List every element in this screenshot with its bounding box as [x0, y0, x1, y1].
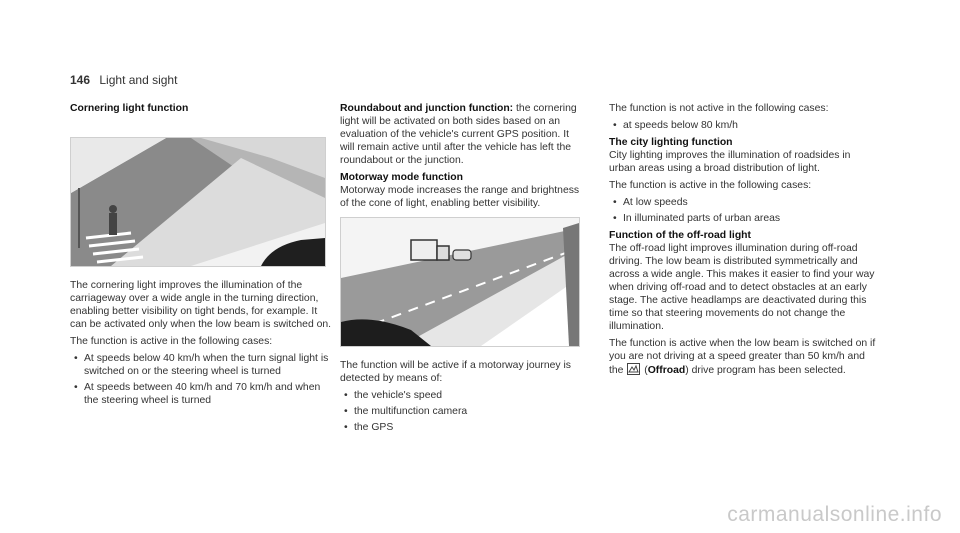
- list-item: • the vehicle's speed: [340, 389, 585, 402]
- city-text: City lighting improves the illumination of roadsides in urban areas using a broad distribution of light.: [609, 150, 851, 174]
- detection-list: [340, 389, 585, 434]
- offroad-heading: Function of the off-road light: [609, 230, 751, 241]
- list-item: • the GPS: [340, 421, 585, 434]
- watermark: carmanualsonline.info: [727, 503, 942, 526]
- motorway-heading: Motorway mode function: [340, 172, 463, 183]
- motorway-text: Motorway mode increases the range and brightness of the cone of light, enabling better visibility.: [340, 185, 580, 209]
- detection-intro: The function will be active if a motorway journey is detected by means of:: [340, 360, 572, 384]
- offroad-text: The off-road light improves illumination during off-road driving. The low beam is distributed symmetrically and across a wide angle. This makes it easier to find your way when driving off-road and to detect obstacles at an early stage. The active headlamps are deactivated during this time so that steering movements do not change the illumination.: [609, 243, 875, 332]
- cornering-heading: Cornering light function: [70, 103, 189, 114]
- column-roundabout-motorway: [340, 102, 585, 438]
- cornering-cases-intro: The function is active in the following cases:: [70, 336, 273, 347]
- city-active-intro: The function is active in the following cases:: [609, 180, 812, 191]
- cornering-cases-list: [70, 352, 332, 407]
- list-item: • At speeds below 40 km/h when the turn signal light is switched on or the steering wheel is turned: [70, 352, 332, 378]
- cornering-description: The cornering light improves the illumination of the carriageway over a wide angle in the turning direction, enabling better visibility on tight bends, for example. It can be activated only when the low beam is switched on.: [70, 280, 332, 330]
- city-heading: The city lighting function: [609, 137, 733, 148]
- inactive-intro: The function is not active in the following cases:: [609, 103, 829, 114]
- offroad-mode-icon: [627, 363, 640, 375]
- column-cornering: [70, 102, 332, 411]
- list-item: • at speeds below 80 km/h: [609, 119, 877, 132]
- offroad-active-pre: The function is active when the low beam is switched on if you are not driving at a speed greater than 50 km/h and the: [609, 338, 876, 376]
- column-city-offroad: [609, 102, 877, 381]
- cornering-light-illustration: [70, 137, 326, 267]
- roundabout-paragraph: [340, 102, 585, 167]
- page-header: [70, 73, 177, 87]
- inactive-list: [609, 119, 877, 132]
- page-number: 146: [70, 73, 91, 87]
- offroad-active-post: drive program has been selected.: [688, 365, 846, 376]
- motorway-mode-illustration: [340, 217, 580, 347]
- list-item: • In illuminated parts of urban areas: [609, 212, 877, 225]
- offroad-mode-label: Offroad: [647, 365, 686, 376]
- section-title: Light and sight: [99, 73, 178, 87]
- roundabout-text: the cornering light will be activated on both sides based on an evaluation of the vehicle's current GPS position. It will remain active until after the vehicle has left the roundabout or the junction.: [340, 103, 577, 166]
- city-list: [609, 196, 877, 225]
- list-item: • the multifunction camera: [340, 405, 585, 418]
- list-item: • At speeds between 40 km/h and 70 km/h and when the steering wheel is turned: [70, 381, 332, 407]
- offroad-active-paragraph: The function is active when the low beam is switched on if you are not driving at a speed greater than 50 km/h and the (Offroad) drive program has been selected.: [609, 338, 876, 376]
- list-item: • At low speeds: [609, 196, 877, 209]
- roundabout-heading: Roundabout and junction function:: [340, 103, 514, 114]
